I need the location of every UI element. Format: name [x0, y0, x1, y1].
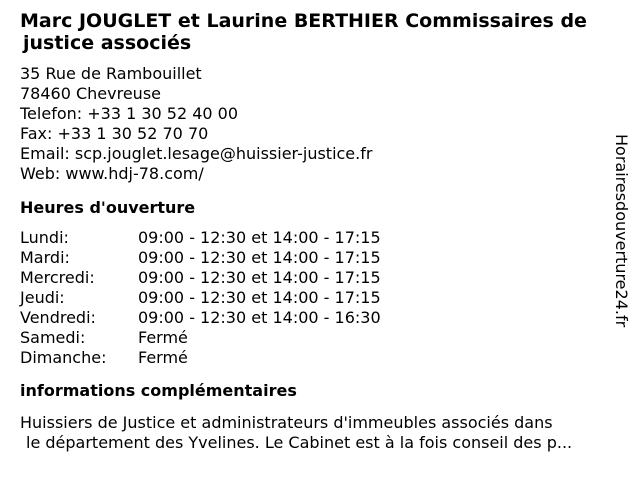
hours-time: 09:00 - 12:30 et 14:00 - 16:30 [138, 308, 381, 327]
hours-time: 09:00 - 12:30 et 14:00 - 17:15 [138, 288, 381, 307]
hours-day: Dimanche: [20, 348, 107, 367]
hours-time: 09:00 - 12:30 et 14:00 - 17:15 [138, 268, 381, 287]
hours-day: Lundi: [20, 228, 69, 247]
contact-block [20, 64, 620, 184]
website-link: Web: www.hdj-78.com/ [20, 164, 204, 183]
hours-row [20, 308, 620, 328]
phone-number: Telefon: +33 1 30 52 40 00 [20, 104, 239, 123]
email-address: Email: scp.jouglet.lesage@huissier-justice.fr [20, 144, 373, 163]
info-text-line-2: le département des Yvelines. Le Cabinet est à la fois conseil des p... [26, 433, 573, 452]
title-line-2: justice associés [23, 32, 192, 54]
hours-time: Fermé [138, 348, 188, 367]
hours-day: Jeudi: [20, 288, 65, 307]
info-text-line-1: Huissiers de Justice et administrateurs d'immeubles associés dans [20, 413, 553, 432]
hours-time: 09:00 - 12:30 et 14:00 - 17:15 [138, 248, 381, 267]
info-heading: informations complémentaires [20, 381, 297, 400]
hours-row [20, 248, 620, 268]
hours-day: Vendredi: [20, 308, 96, 327]
hours-time: Fermé [138, 328, 188, 347]
hours-day: Samedi: [20, 328, 86, 347]
address-street: 35 Rue de Rambouillet [20, 64, 202, 83]
hours-row [20, 328, 620, 348]
opening-hours-table [20, 228, 620, 368]
page-title [20, 10, 620, 54]
title-line-1: Marc JOUGLET et Laurine BERTHIER Commissaires de [20, 10, 587, 32]
hours-day: Mardi: [20, 248, 70, 267]
hours-day: Mercredi: [20, 268, 95, 287]
hours-time: 09:00 - 12:30 et 14:00 - 17:15 [138, 228, 381, 247]
hours-heading: Heures d'ouverture [20, 198, 196, 217]
business-listing [20, 10, 620, 453]
info-description [20, 413, 620, 453]
hours-row [20, 288, 620, 308]
fax-number: Fax: +33 1 30 52 70 70 [20, 124, 209, 143]
hours-row [20, 348, 620, 368]
hours-row [20, 268, 620, 288]
address-city: 78460 Chevreuse [20, 84, 161, 103]
hours-row [20, 228, 620, 248]
site-watermark: Horairesdouverture24.fr [612, 134, 631, 328]
